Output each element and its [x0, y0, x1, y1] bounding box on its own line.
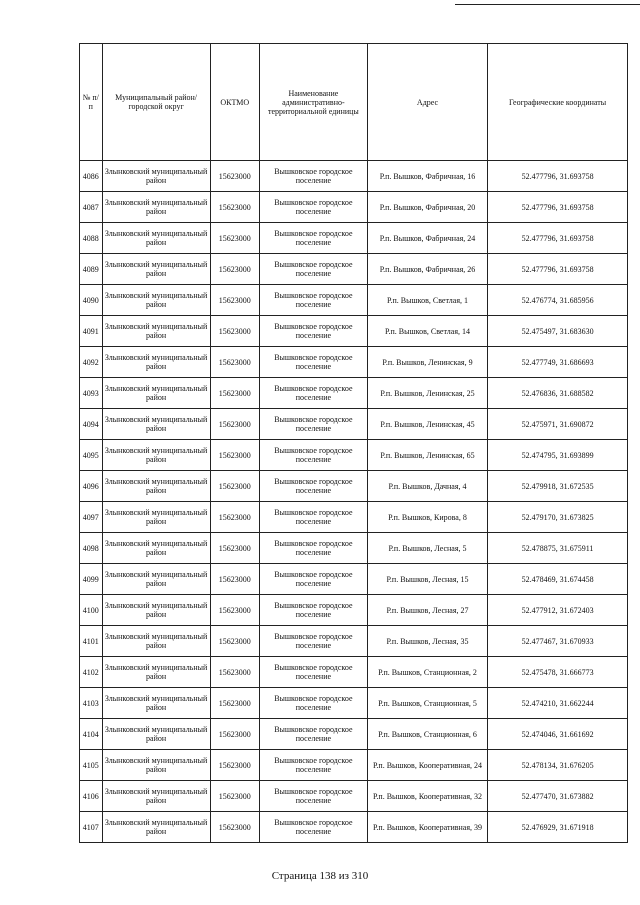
cell-coordinates: 52.477749, 31.686693 [488, 347, 628, 378]
cell-address: Р.п. Вышков, Лесная, 15 [367, 564, 487, 595]
cell-number: 4096 [80, 471, 103, 502]
cell-unit: Вышковское городское поселение [259, 161, 367, 192]
cell-coordinates: 52.478134, 31.676205 [488, 750, 628, 781]
cell-unit: Вышковское городское поселение [259, 719, 367, 750]
table-row [80, 626, 628, 657]
cell-unit: Вышковское городское поселение [259, 347, 367, 378]
header-coordinates: Географические координаты [488, 44, 628, 161]
cell-coordinates: 52.475497, 31.683630 [488, 316, 628, 347]
cell-coordinates: 52.477470, 31.673882 [488, 781, 628, 812]
cell-address: Р.п. Вышков, Кооперативная, 39 [367, 812, 487, 843]
cell-municipality: Злынковский муниципальный район [102, 502, 210, 533]
cell-address: Р.п. Вышков, Кирова, 8 [367, 502, 487, 533]
cell-municipality: Злынковский муниципальный район [102, 626, 210, 657]
cell-unit: Вышковское городское поселение [259, 409, 367, 440]
cell-coordinates: 52.474795, 31.693899 [488, 440, 628, 471]
cell-address: Р.п. Вышков, Станционная, 5 [367, 688, 487, 719]
register-table [79, 43, 628, 843]
cell-unit: Вышковское городское поселение [259, 502, 367, 533]
cell-unit: Вышковское городское поселение [259, 440, 367, 471]
cell-oktmo: 15623000 [210, 440, 259, 471]
cell-municipality: Злынковский муниципальный район [102, 223, 210, 254]
cell-coordinates: 52.479170, 31.673825 [488, 502, 628, 533]
cell-address: Р.п. Вышков, Кооперативная, 24 [367, 750, 487, 781]
table-row [80, 564, 628, 595]
cell-unit: Вышковское городское поселение [259, 223, 367, 254]
cell-coordinates: 52.476774, 31.685956 [488, 285, 628, 316]
cell-oktmo: 15623000 [210, 347, 259, 378]
cell-coordinates: 52.477467, 31.670933 [488, 626, 628, 657]
cell-coordinates: 52.477796, 31.693758 [488, 254, 628, 285]
table-row [80, 781, 628, 812]
cell-address: Р.п. Вышков, Фабричная, 24 [367, 223, 487, 254]
cell-address: Р.п. Вышков, Станционная, 2 [367, 657, 487, 688]
cell-municipality: Злынковский муниципальный район [102, 254, 210, 285]
cell-address: Р.п. Вышков, Светлая, 1 [367, 285, 487, 316]
cell-address: Р.п. Вышков, Светлая, 14 [367, 316, 487, 347]
cell-address: Р.п. Вышков, Лесная, 35 [367, 626, 487, 657]
cell-number: 4098 [80, 533, 103, 564]
table-row [80, 316, 628, 347]
cell-coordinates: 52.474046, 31.661692 [488, 719, 628, 750]
cell-number: 4088 [80, 223, 103, 254]
cell-oktmo: 15623000 [210, 750, 259, 781]
cell-unit: Вышковское городское поселение [259, 688, 367, 719]
table-body [80, 161, 628, 843]
cell-number: 4097 [80, 502, 103, 533]
cell-address: Р.п. Вышков, Дачная, 4 [367, 471, 487, 502]
cell-address: Р.п. Вышков, Кооперативная, 32 [367, 781, 487, 812]
table-row [80, 161, 628, 192]
cell-municipality: Злынковский муниципальный район [102, 688, 210, 719]
header-municipality: Муниципальный район/городской округ [102, 44, 210, 161]
table-row [80, 471, 628, 502]
cell-coordinates: 52.478469, 31.674458 [488, 564, 628, 595]
cell-municipality: Злынковский муниципальный район [102, 750, 210, 781]
cell-number: 4106 [80, 781, 103, 812]
cell-number: 4093 [80, 378, 103, 409]
cell-coordinates: 52.476929, 31.671918 [488, 812, 628, 843]
cell-unit: Вышковское городское поселение [259, 657, 367, 688]
cell-municipality: Злынковский муниципальный район [102, 409, 210, 440]
cell-coordinates: 52.474210, 31.662244 [488, 688, 628, 719]
cell-unit: Вышковское городское поселение [259, 285, 367, 316]
header-number: № п/п [80, 44, 103, 161]
cell-oktmo: 15623000 [210, 409, 259, 440]
table-header-row [80, 44, 628, 161]
cell-municipality: Злынковский муниципальный район [102, 471, 210, 502]
cell-coordinates: 52.477796, 31.693758 [488, 223, 628, 254]
cell-number: 4105 [80, 750, 103, 781]
cell-municipality: Злынковский муниципальный район [102, 812, 210, 843]
cell-unit: Вышковское городское поселение [259, 626, 367, 657]
table-row [80, 378, 628, 409]
cell-oktmo: 15623000 [210, 626, 259, 657]
cell-municipality: Злынковский муниципальный район [102, 192, 210, 223]
cell-oktmo: 15623000 [210, 564, 259, 595]
cell-number: 4094 [80, 409, 103, 440]
cell-number: 4086 [80, 161, 103, 192]
cell-number: 4104 [80, 719, 103, 750]
cell-oktmo: 15623000 [210, 254, 259, 285]
cell-unit: Вышковское городское поселение [259, 316, 367, 347]
table-row [80, 223, 628, 254]
cell-number: 4102 [80, 657, 103, 688]
cell-unit: Вышковское городское поселение [259, 192, 367, 223]
cell-municipality: Злынковский муниципальный район [102, 781, 210, 812]
cell-number: 4101 [80, 626, 103, 657]
table-row [80, 719, 628, 750]
cell-number: 4107 [80, 812, 103, 843]
cell-coordinates: 52.479918, 31.672535 [488, 471, 628, 502]
cell-unit: Вышковское городское поселение [259, 812, 367, 843]
cell-number: 4090 [80, 285, 103, 316]
cell-oktmo: 15623000 [210, 223, 259, 254]
cell-number: 4100 [80, 595, 103, 626]
table-row [80, 657, 628, 688]
cell-number: 4087 [80, 192, 103, 223]
cell-oktmo: 15623000 [210, 719, 259, 750]
cell-oktmo: 15623000 [210, 812, 259, 843]
cell-unit: Вышковское городское поселение [259, 750, 367, 781]
cell-address: Р.п. Вышков, Фабричная, 20 [367, 192, 487, 223]
table-row [80, 285, 628, 316]
cell-address: Р.п. Вышков, Лесная, 5 [367, 533, 487, 564]
cell-coordinates: 52.478875, 31.675911 [488, 533, 628, 564]
header-unit: Наименование административно-территориальной единицы [259, 44, 367, 161]
cell-municipality: Злынковский муниципальный район [102, 161, 210, 192]
cell-municipality: Злынковский муниципальный район [102, 316, 210, 347]
cell-municipality: Злынковский муниципальный район [102, 440, 210, 471]
header-oktmo: ОКТМО [210, 44, 259, 161]
cell-municipality: Злынковский муниципальный район [102, 347, 210, 378]
table-row [80, 502, 628, 533]
cell-unit: Вышковское городское поселение [259, 564, 367, 595]
cell-oktmo: 15623000 [210, 595, 259, 626]
cell-oktmo: 15623000 [210, 316, 259, 347]
cell-municipality: Злынковский муниципальный район [102, 378, 210, 409]
cell-number: 4089 [80, 254, 103, 285]
cell-number: 4092 [80, 347, 103, 378]
cell-unit: Вышковское городское поселение [259, 254, 367, 285]
cell-unit: Вышковское городское поселение [259, 378, 367, 409]
cell-address: Р.п. Вышков, Ленинская, 45 [367, 409, 487, 440]
cell-address: Р.п. Вышков, Станционная, 6 [367, 719, 487, 750]
cell-oktmo: 15623000 [210, 533, 259, 564]
cell-oktmo: 15623000 [210, 781, 259, 812]
cell-oktmo: 15623000 [210, 657, 259, 688]
cell-unit: Вышковское городское поселение [259, 781, 367, 812]
table-row [80, 595, 628, 626]
cell-coordinates: 52.476836, 31.688582 [488, 378, 628, 409]
cell-address: Р.п. Вышков, Лесная, 27 [367, 595, 487, 626]
cell-address: Р.п. Вышков, Фабричная, 16 [367, 161, 487, 192]
table-row [80, 533, 628, 564]
cell-coordinates: 52.475971, 31.690872 [488, 409, 628, 440]
cell-number: 4095 [80, 440, 103, 471]
cell-coordinates: 52.477912, 31.672403 [488, 595, 628, 626]
table-row [80, 812, 628, 843]
cell-address: Р.п. Вышков, Ленинская, 65 [367, 440, 487, 471]
cell-oktmo: 15623000 [210, 471, 259, 502]
cell-municipality: Злынковский муниципальный район [102, 657, 210, 688]
cell-municipality: Злынковский муниципальный район [102, 719, 210, 750]
top-rule [455, 4, 640, 5]
cell-coordinates: 52.477796, 31.693758 [488, 192, 628, 223]
table-row [80, 347, 628, 378]
cell-unit: Вышковское городское поселение [259, 533, 367, 564]
header-address: Адрес [367, 44, 487, 161]
table-row [80, 750, 628, 781]
cell-oktmo: 15623000 [210, 378, 259, 409]
cell-municipality: Злынковский муниципальный район [102, 533, 210, 564]
cell-municipality: Злынковский муниципальный район [102, 595, 210, 626]
cell-oktmo: 15623000 [210, 285, 259, 316]
cell-unit: Вышковское городское поселение [259, 471, 367, 502]
cell-coordinates: 52.475478, 31.666773 [488, 657, 628, 688]
table-row [80, 440, 628, 471]
cell-address: Р.п. Вышков, Ленинская, 9 [367, 347, 487, 378]
cell-address: Р.п. Вышков, Фабричная, 26 [367, 254, 487, 285]
cell-municipality: Злынковский муниципальный район [102, 564, 210, 595]
cell-number: 4099 [80, 564, 103, 595]
cell-number: 4103 [80, 688, 103, 719]
table-row [80, 254, 628, 285]
cell-oktmo: 15623000 [210, 688, 259, 719]
cell-unit: Вышковское городское поселение [259, 595, 367, 626]
cell-oktmo: 15623000 [210, 161, 259, 192]
table-row [80, 409, 628, 440]
cell-oktmo: 15623000 [210, 502, 259, 533]
cell-coordinates: 52.477796, 31.693758 [488, 161, 628, 192]
cell-municipality: Злынковский муниципальный район [102, 285, 210, 316]
table-row [80, 192, 628, 223]
table-row [80, 688, 628, 719]
cell-oktmo: 15623000 [210, 192, 259, 223]
cell-number: 4091 [80, 316, 103, 347]
cell-address: Р.п. Вышков, Ленинская, 25 [367, 378, 487, 409]
page-footer: Страница 138 из 310 [271, 870, 369, 882]
